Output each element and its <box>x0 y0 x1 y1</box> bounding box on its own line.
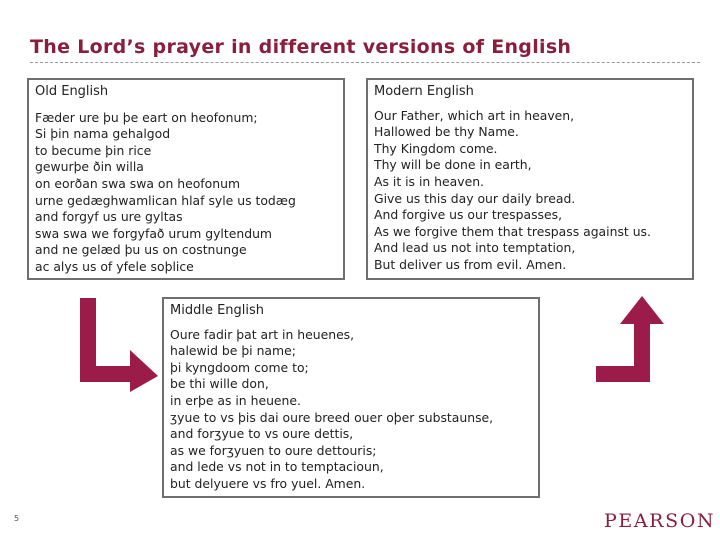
modern-english-line: And lead us not into temptation, <box>374 240 576 256</box>
modern-english-line: Give us this day our daily bread. <box>374 190 576 206</box>
middle-english-line: but delyuere vs fro yuel. Amen. <box>170 475 366 491</box>
middle-english-line: Oure fadir þat art in heuenes, <box>170 326 355 342</box>
modern-english-line: But deliver us from evil. Amen. <box>374 256 567 272</box>
down-right-arrow-icon <box>78 298 160 392</box>
middle-english-heading: Middle English <box>170 303 265 318</box>
middle-english-box <box>162 297 540 498</box>
old-english-line: gewurþe ðin willa <box>35 159 144 175</box>
middle-english-line: and lede vs not in to temptacioun, <box>170 459 384 475</box>
old-english-line: Fæder ure þu þe eart on heofonum; <box>35 109 258 125</box>
old-english-line: to becume þin rice <box>35 142 152 158</box>
middle-english-line: and forʒyue to vs oure dettis, <box>170 426 354 442</box>
middle-english-line: be thi wille don, <box>170 376 269 392</box>
pearson-logo: PEARSON <box>604 510 716 532</box>
modern-english-line: As we forgive them that trespass against us. <box>374 223 651 239</box>
old-english-line: on eorðan swa swa on heofonum <box>35 175 241 191</box>
old-english-box <box>27 78 345 280</box>
modern-english-line: And forgive us our trespasses, <box>374 207 563 223</box>
middle-english-line: ʒyue to vs þis dai oure breed ouer oþer substaunse, <box>170 409 494 425</box>
title-divider <box>30 62 700 63</box>
modern-english-line: Our Father, which art in heaven, <box>374 107 575 123</box>
middle-english-line: as we forʒyuen to oure dettouris; <box>170 442 377 458</box>
modern-english-line: Thy will be done in earth, <box>374 157 532 173</box>
old-english-line: ac alys us of yfele soþlice <box>35 258 194 274</box>
modern-english-box <box>366 78 694 280</box>
up-right-arrow-icon <box>596 296 666 386</box>
middle-english-line: halewid be þi name; <box>170 343 296 359</box>
middle-english-line: þi kyngdoom come to; <box>170 359 309 375</box>
modern-english-line: Thy Kingdom come. <box>374 140 498 156</box>
old-english-heading: Old English <box>35 84 109 99</box>
page-number: 5 <box>14 514 20 523</box>
old-english-line: urne gedæghwamlican hlaf syle us todæg <box>35 192 296 208</box>
modern-english-line: Hallowed be thy Name. <box>374 124 519 140</box>
middle-english-line: in erþe as in heuene. <box>170 392 301 408</box>
modern-english-line: As it is in heaven. <box>374 173 484 189</box>
modern-english-heading: Modern English <box>374 84 474 99</box>
slide-title: The Lord’s prayer in different versions of English <box>30 36 572 58</box>
old-english-line: Si þin nama gehalgod <box>35 126 171 142</box>
old-english-line: swa swa we forgyfað urum gyltendum <box>35 225 273 241</box>
old-english-line: and ne gelæd þu us on costnunge <box>35 242 247 258</box>
old-english-line: and forgyf us ure gyltas <box>35 209 183 225</box>
